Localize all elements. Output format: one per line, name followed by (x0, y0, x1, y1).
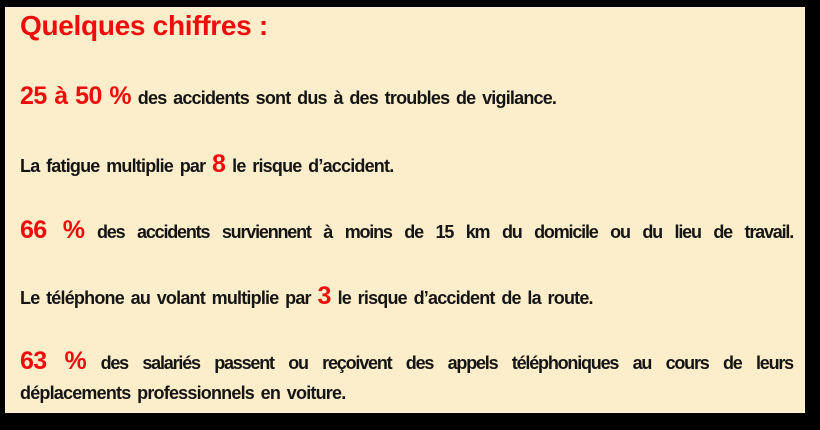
stat-salaries-second-line (20, 378, 793, 408)
stat-line-fatigue (20, 149, 793, 181)
stat-text-telephone-after: le risque d’accident de la route. (337, 288, 593, 308)
stat-salaries-first-line (20, 346, 793, 378)
stat-text-salaries-line1: des salariés passent ou reçoivent des appels téléphoniques au cours de leurs (100, 353, 793, 373)
stat-line-salaries (20, 346, 793, 408)
stat-value-distance: 66 % (20, 216, 85, 244)
page-title: Quelques chiffres : (20, 10, 268, 41)
stat-text-telephone-before: Le téléphone au volant multiplie par (20, 288, 311, 308)
stats-panel (5, 7, 805, 413)
stat-line-telephone (20, 281, 793, 313)
stat-value-telephone: 3 (317, 282, 331, 310)
stat-value-vigilance: 25 à 50 % (20, 82, 132, 110)
stat-value-salaries: 63 % (20, 347, 87, 375)
stat-text-vigilance: des accidents sont dus à des troubles de vigilance. (137, 88, 557, 108)
stat-text-salaries-line2: déplacements professionnels en voiture. (20, 383, 346, 403)
stat-text-fatigue-before: La fatigue multiplie par (20, 156, 206, 176)
stat-value-fatigue: 8 (212, 150, 226, 178)
stat-line-distance (20, 215, 793, 247)
stat-text-fatigue-after: le risque d’accident. (232, 156, 394, 176)
stat-text-distance: des accidents surviennent à moins de 15 km du domicile ou du lieu de travail. (97, 222, 793, 242)
stat-line-vigilance (20, 81, 793, 113)
